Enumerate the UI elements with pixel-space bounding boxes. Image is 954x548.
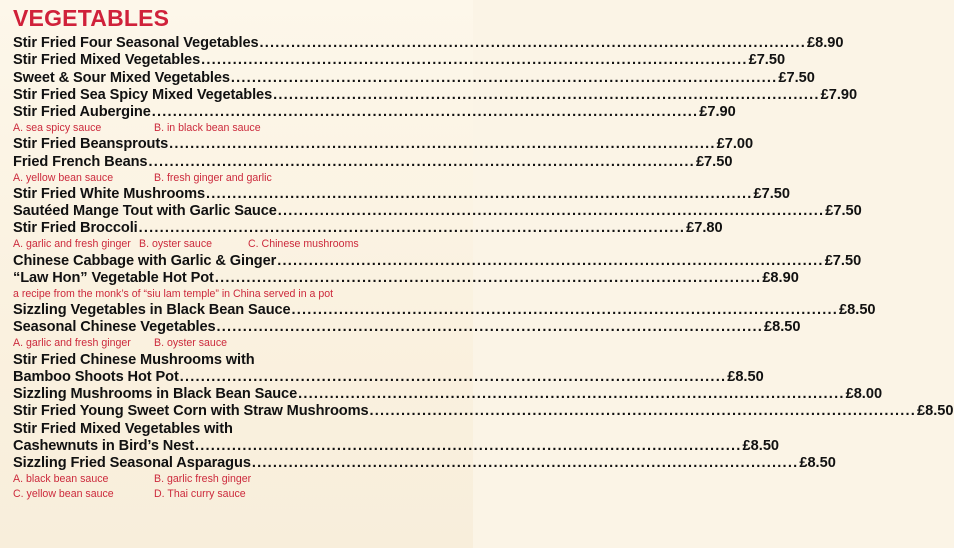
sauce-option: A. black bean sauce — [13, 472, 109, 485]
menu-item-line — [13, 420, 459, 437]
dot-leader: ........................................................................................................ — [169, 136, 716, 153]
menu-item — [13, 153, 733, 170]
item-name: Cashewnuts in Bird’s Nest — [13, 437, 195, 454]
item-name: Stir Fried Four Seasonal Vegetables — [13, 35, 259, 52]
item-price: £8.90 — [762, 269, 799, 286]
item-price: £7.50 — [753, 185, 791, 202]
sauce-option: A. sea spicy sauce — [13, 121, 102, 134]
sauce-option: A. garlic and fresh ginger — [13, 238, 131, 251]
item-price: £8.50 — [839, 302, 876, 319]
menu-item — [13, 103, 736, 121]
menu-item — [13, 52, 786, 69]
menu-item — [13, 403, 954, 420]
dot-leader: ........................................................................................................ — [277, 252, 824, 269]
menu-item — [13, 203, 862, 220]
menu-item-line — [13, 352, 459, 369]
menu-item — [13, 302, 876, 319]
sauce-option: D. Thai curry sauce — [154, 488, 246, 501]
item-price: £7.50 — [695, 153, 733, 170]
item-name: Stir Fried Broccoli — [13, 220, 138, 237]
dot-leader: ........................................................................................................ — [148, 153, 695, 170]
item-price: £7.80 — [686, 220, 723, 237]
item-name: Stir Fried Sea Spicy Mixed Vegetables — [13, 86, 273, 103]
dot-leader: ........................................................................................................ — [251, 454, 799, 471]
sauce-option: B. fresh ginger and garlic — [154, 171, 272, 184]
sauce-option: B. oyster sauce — [154, 337, 228, 350]
sauce-option: B. in black bean sauce — [154, 121, 261, 134]
menu-item — [13, 386, 883, 403]
item-name: Stir Fried Chinese Mushrooms with — [13, 351, 255, 368]
menu-item — [13, 437, 780, 455]
item-price: £7.50 — [748, 52, 786, 69]
item-price: £8.00 — [845, 386, 883, 403]
menu-item — [13, 269, 799, 287]
item-price: £7.90 — [699, 103, 736, 120]
item-name: Stir Fried Aubergine — [13, 103, 151, 120]
item-name: Stir Fried Mixed Vegetables with — [13, 420, 233, 437]
item-price: £8.50 — [742, 437, 780, 454]
item-name: Seasonal Chinese Vegetables — [13, 319, 216, 336]
item-price: £7.90 — [820, 86, 858, 103]
dot-leader: ........................................................................................................ — [206, 185, 753, 202]
item-name: Sizzling Fried Seasonal Asparagus — [13, 454, 251, 471]
dot-leader: ........................................................................................................ — [195, 437, 742, 454]
menu-item — [13, 86, 858, 104]
menu-item — [13, 319, 801, 336]
item-name: Stir Fried White Mushrooms — [13, 185, 205, 202]
menu-item — [13, 368, 764, 386]
dot-leader: ........................................................................................................ — [273, 86, 820, 103]
dot-leader: ........................................................................................................ — [298, 386, 845, 403]
item-price: £7.50 — [778, 69, 815, 86]
item-name: Stir Fried Young Sweet Corn with Straw Mushrooms — [13, 403, 369, 420]
sauce-option: B. oyster sauce — [139, 238, 213, 251]
dot-leader: ........................................................................................................ — [151, 103, 699, 120]
item-price: £8.50 — [764, 319, 801, 336]
sauce-option: C. yellow bean sauce — [13, 488, 114, 501]
dot-leader: ........................................................................................................ — [291, 302, 839, 319]
sauce-option: C. Chinese mushrooms — [248, 238, 359, 251]
item-name: Stir Fried Mixed Vegetables — [13, 52, 201, 69]
dot-leader: ........................................................................................................ — [259, 35, 806, 52]
item-name: Sizzling Mushrooms in Black Bean Sauce — [13, 386, 298, 403]
menu-item — [13, 220, 723, 237]
dot-leader: ........................................................................................................ — [214, 269, 762, 286]
menu-item — [13, 136, 754, 153]
sauce-options — [13, 487, 459, 502]
menu-item — [13, 185, 791, 203]
item-name: Bamboo Shoots Hot Pot — [13, 368, 179, 385]
sauce-option: A. garlic and fresh ginger — [13, 337, 131, 350]
item-price: £8.50 — [916, 403, 954, 420]
item-price: £8.50 — [727, 368, 764, 385]
dot-leader: ........................................................................................................ — [138, 220, 686, 237]
item-price: £8.50 — [799, 454, 836, 471]
sauce-option: A. yellow bean sauce — [13, 171, 114, 184]
menu-item — [13, 252, 862, 269]
sauce-options — [13, 237, 459, 252]
dot-leader: ........................................................................................................ — [201, 52, 748, 69]
dot-leader: ........................................................................................................ — [277, 203, 825, 220]
recipe-text: a recipe from the monk’s of “siu lam temple” in China served in a pot — [13, 287, 334, 300]
sauce-options — [13, 121, 459, 136]
dot-leader: ........................................................................................................ — [230, 69, 778, 86]
sauce-option: B. garlic fresh ginger — [154, 472, 252, 485]
item-price: £7.50 — [824, 252, 862, 269]
menu-list — [13, 35, 954, 502]
recipe-note — [13, 287, 459, 302]
menu-item — [13, 454, 836, 472]
item-name: Fried French Beans — [13, 153, 148, 170]
dot-leader: ........................................................................................................ — [369, 403, 916, 420]
dot-leader: ........................................................................................................ — [179, 368, 727, 385]
item-price: £8.90 — [806, 35, 844, 52]
menu-item — [13, 69, 815, 86]
sauce-options — [13, 336, 459, 351]
sauce-options — [13, 171, 459, 186]
item-name: Chinese Cabbage with Garlic & Ginger — [13, 252, 277, 269]
section-title: VEGETABLES — [13, 5, 170, 31]
dot-leader: ........................................................................................................ — [216, 319, 764, 336]
sauce-options — [13, 472, 459, 487]
item-name: “Law Hon” Vegetable Hot Pot — [13, 269, 214, 286]
menu-item — [13, 35, 844, 52]
item-price: £7.50 — [825, 203, 862, 220]
item-name: Sautéed Mange Tout with Garlic Sauce — [13, 203, 277, 220]
item-name: Sweet & Sour Mixed Vegetables — [13, 69, 230, 86]
item-name: Stir Fried Beansprouts — [13, 136, 169, 153]
item-name: Sizzling Vegetables in Black Bean Sauce — [13, 302, 291, 319]
item-price: £7.00 — [716, 136, 754, 153]
